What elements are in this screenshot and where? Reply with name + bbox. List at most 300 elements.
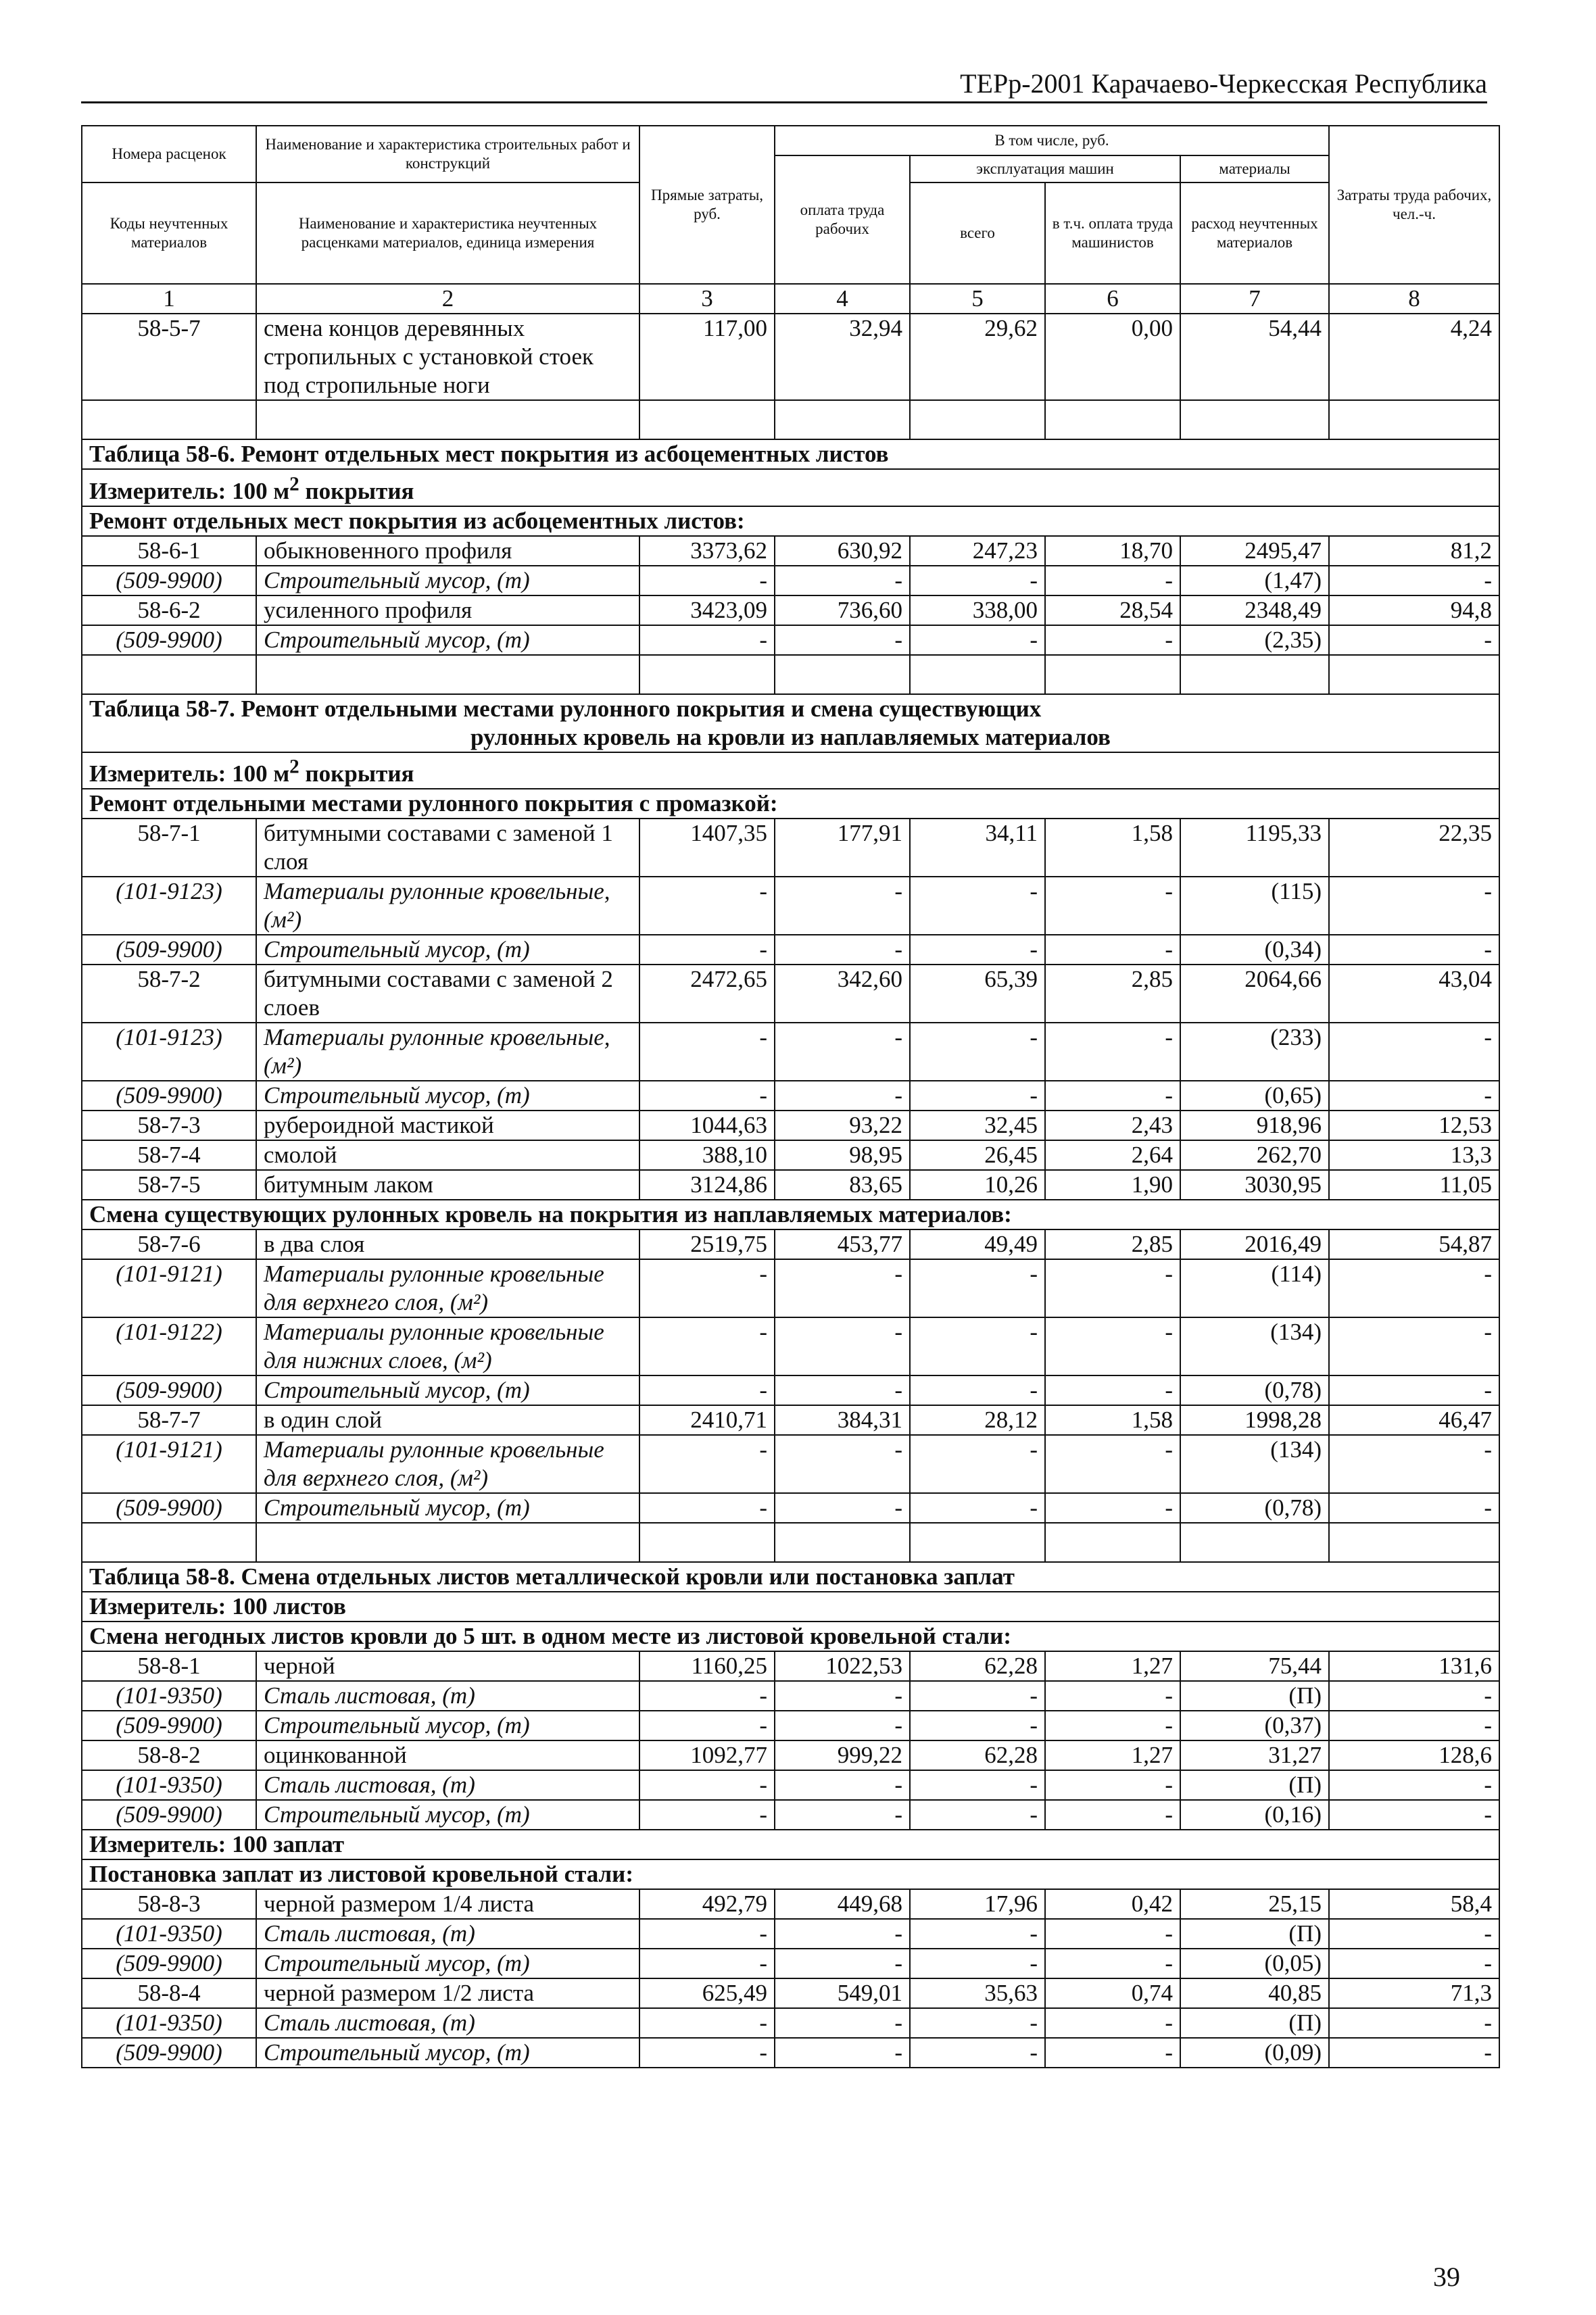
col1-head-bottom: Коды неучтенных материалов	[82, 182, 256, 284]
material-row	[82, 1800, 1499, 1830]
value-col5: -	[910, 877, 1045, 935]
spacer-cell	[1045, 400, 1180, 439]
value-col4: -	[775, 1259, 910, 1317]
material-row	[82, 1259, 1499, 1317]
spacer-cell	[1329, 1523, 1499, 1562]
meter-text: Измеритель: 100 м	[89, 760, 290, 787]
table-58-7-title-text: Таблица 58-7. Ремонт отдельными местами рулонного покрытия и смена существующих	[89, 695, 1042, 722]
value-col6: 2,85	[1045, 965, 1180, 1023]
material-row	[82, 1435, 1499, 1493]
value-col3: 2519,75	[639, 1229, 775, 1259]
value-col4: -	[775, 877, 910, 935]
value-col8: 13,3	[1329, 1140, 1499, 1170]
value-col6: -	[1045, 1800, 1180, 1830]
spacer-cell	[639, 400, 775, 439]
material-name: Строительный мусор, (т)	[256, 625, 639, 655]
spacer-cell	[1329, 400, 1499, 439]
value-col5: -	[910, 2038, 1045, 2068]
meter-row	[82, 1592, 1499, 1622]
col4-head: оплата труда рабочих	[775, 155, 910, 284]
rate-name: усиленного профиля	[256, 595, 639, 625]
value-col3: -	[639, 625, 775, 655]
material-code: (509-9900)	[82, 625, 256, 655]
value-col5: 65,39	[910, 965, 1045, 1023]
rate-row	[82, 536, 1499, 566]
rate-name: черной	[256, 1651, 639, 1681]
column-number: 1	[82, 284, 256, 314]
value-col5: -	[910, 1493, 1045, 1523]
rate-row	[82, 1170, 1499, 1200]
rate-row	[82, 1651, 1499, 1681]
value-col3: -	[639, 1493, 775, 1523]
value-col5: -	[910, 1435, 1045, 1493]
material-code: (101-9122)	[82, 1317, 256, 1375]
value-col8: -	[1329, 1435, 1499, 1493]
value-col4: 1022,53	[775, 1651, 910, 1681]
value-col4: 32,94	[775, 314, 910, 400]
value-col8: -	[1329, 1259, 1499, 1317]
col2-head-bottom: Наименование и характеристика неучтенных расценками материалов, единица измерения	[256, 182, 639, 284]
meter-row	[82, 752, 1499, 789]
value-col6: -	[1045, 566, 1180, 595]
value-col5: -	[910, 1949, 1045, 1978]
meter-row	[82, 1830, 1499, 1859]
page-number: 39	[1433, 2262, 1460, 2292]
material-code: (509-9900)	[82, 566, 256, 595]
value-col8: -	[1329, 1493, 1499, 1523]
value-col8: 71,3	[1329, 1978, 1499, 2008]
value-col8: 58,4	[1329, 1889, 1499, 1919]
rate-code: 58-8-1	[82, 1651, 256, 1681]
value-col6: 2,64	[1045, 1140, 1180, 1170]
rate-name: обыкновенного профиля	[256, 536, 639, 566]
value-col8: -	[1329, 2008, 1499, 2038]
value-col4: 736,60	[775, 595, 910, 625]
col7-head: расход неучтенных материалов	[1180, 182, 1329, 284]
material-code: (509-9900)	[82, 1081, 256, 1111]
column-number: 7	[1180, 284, 1329, 314]
value-col7: 1195,33	[1180, 819, 1329, 877]
material-code: (101-9121)	[82, 1259, 256, 1317]
value-col5: 10,26	[910, 1170, 1045, 1200]
rate-code: 58-6-2	[82, 595, 256, 625]
column-number: 6	[1045, 284, 1180, 314]
rate-code: 58-7-1	[82, 819, 256, 877]
value-col8: -	[1329, 625, 1499, 655]
material-name: Строительный мусор, (т)	[256, 1711, 639, 1740]
value-col3: -	[639, 1770, 775, 1800]
value-col6: 2,85	[1045, 1229, 1180, 1259]
value-col3: -	[639, 1435, 775, 1493]
value-col5: 17,96	[910, 1889, 1045, 1919]
rate-row	[82, 1229, 1499, 1259]
value-col5: -	[910, 1023, 1045, 1081]
material-row	[82, 566, 1499, 595]
value-col7: 3030,95	[1180, 1170, 1329, 1200]
value-col7: (114)	[1180, 1259, 1329, 1317]
rate-code: 58-8-3	[82, 1889, 256, 1919]
material-code: (101-9350)	[82, 1770, 256, 1800]
value-col8: -	[1329, 1681, 1499, 1711]
value-col4: -	[775, 935, 910, 965]
value-col3: -	[639, 1259, 775, 1317]
material-name: Строительный мусор, (т)	[256, 1375, 639, 1405]
value-col4: 630,92	[775, 536, 910, 566]
column-number: 8	[1329, 284, 1499, 314]
value-col7: (134)	[1180, 1435, 1329, 1493]
value-col7: (П)	[1180, 1919, 1329, 1949]
meter-text: Измеритель: 100 заплат	[89, 1831, 345, 1858]
value-col5: -	[910, 625, 1045, 655]
value-col6: 2,43	[1045, 1111, 1180, 1140]
group-heading: Смена негодных листов кровли до 5 шт. в одном месте из листовой кровельной стали:	[82, 1622, 1499, 1651]
meter-row	[82, 469, 1499, 506]
material-name: Материалы рулонные кровельные для нижних слоев, (м²)	[256, 1317, 639, 1375]
value-col4: -	[775, 1435, 910, 1493]
value-col5: -	[910, 935, 1045, 965]
value-col6: -	[1045, 1770, 1180, 1800]
value-col6: -	[1045, 1949, 1180, 1978]
material-code: (101-9121)	[82, 1435, 256, 1493]
table-58-6-title-text: Таблица 58-6. Ремонт отдельных мест покрытия из асбоцементных листов	[89, 441, 889, 467]
value-col8: -	[1329, 1711, 1499, 1740]
value-col4: -	[775, 1949, 910, 1978]
value-col7: 25,15	[1180, 1889, 1329, 1919]
material-name: Строительный мусор, (т)	[256, 1493, 639, 1523]
spacer-cell	[775, 655, 910, 694]
rate-row	[82, 1111, 1499, 1140]
value-col6: -	[1045, 1919, 1180, 1949]
spacer-cell	[256, 1523, 639, 1562]
material-code: (509-9900)	[82, 1949, 256, 1978]
meter-label	[82, 469, 1499, 506]
value-col8: 11,05	[1329, 1170, 1499, 1200]
rate-row	[82, 595, 1499, 625]
value-col3: -	[639, 1681, 775, 1711]
col5-head: всего	[910, 182, 1045, 284]
value-col7: 262,70	[1180, 1140, 1329, 1170]
rate-name: черной размером 1/4 листа	[256, 1889, 639, 1919]
name-line: под стропильные ноги	[264, 372, 490, 398]
col6-head: в т.ч. оплата труда машинистов	[1045, 182, 1180, 284]
rate-code: 58-7-7	[82, 1405, 256, 1435]
table-58-7-title-cell	[82, 694, 1499, 752]
material-code: (101-9350)	[82, 1681, 256, 1711]
group-row	[82, 1622, 1499, 1651]
value-col4: -	[775, 1081, 910, 1111]
rate-row	[82, 1978, 1499, 2008]
value-col5: 338,00	[910, 595, 1045, 625]
material-code: (509-9900)	[82, 1375, 256, 1405]
material-code: (101-9123)	[82, 877, 256, 935]
value-col7: 2348,49	[1180, 595, 1329, 625]
value-col3: -	[639, 566, 775, 595]
rate-code: 58-7-6	[82, 1229, 256, 1259]
value-col5: -	[910, 566, 1045, 595]
value-col4: -	[775, 1919, 910, 1949]
value-col6: -	[1045, 2008, 1180, 2038]
value-col7: (П)	[1180, 1681, 1329, 1711]
col3-head: Прямые затраты, руб.	[639, 126, 775, 284]
value-col6: 1,90	[1045, 1170, 1180, 1200]
material-code: (509-9900)	[82, 935, 256, 965]
material-code: (101-9123)	[82, 1023, 256, 1081]
material-row	[82, 2008, 1499, 2038]
material-row	[82, 1493, 1499, 1523]
value-col8: -	[1329, 1023, 1499, 1081]
value-col4: 98,95	[775, 1140, 910, 1170]
value-col4: -	[775, 1770, 910, 1800]
value-col6: 0,42	[1045, 1889, 1180, 1919]
table-58-8-title	[82, 1562, 1499, 1592]
value-col8: -	[1329, 1800, 1499, 1830]
col1-head-top: Номера расценок	[82, 126, 256, 182]
value-col3: 117,00	[639, 314, 775, 400]
spacer-cell	[775, 1523, 910, 1562]
rate-name: битумным лаком	[256, 1170, 639, 1200]
rate-code: 58-7-4	[82, 1140, 256, 1170]
group-heading: Постановка заплат из листовой кровельной стали:	[82, 1859, 1499, 1889]
value-col7: (0,78)	[1180, 1493, 1329, 1523]
group-heading: Ремонт отдельных мест покрытия из асбоцементных листов:	[82, 506, 1499, 536]
value-col5: -	[910, 1711, 1045, 1740]
value-col3: 2472,65	[639, 965, 775, 1023]
spacer-cell	[256, 400, 639, 439]
rate-name: битумными составами с заменой 1 слоя	[256, 819, 639, 877]
material-name: Материалы рулонные кровельные, (м²)	[256, 877, 639, 935]
value-col3: -	[639, 877, 775, 935]
value-col6: -	[1045, 1681, 1180, 1711]
value-col8: 94,8	[1329, 595, 1499, 625]
value-col7: 54,44	[1180, 314, 1329, 400]
value-col4: -	[775, 566, 910, 595]
machines-head: эксплуатация машин	[910, 155, 1180, 182]
value-col6: -	[1045, 625, 1180, 655]
material-row	[82, 935, 1499, 965]
value-col3: 3423,09	[639, 595, 775, 625]
material-code: (509-9900)	[82, 2038, 256, 2068]
value-col6: 18,70	[1045, 536, 1180, 566]
rate-name: в два слоя	[256, 1229, 639, 1259]
value-col5: -	[910, 1259, 1045, 1317]
spacer-row	[82, 1523, 1499, 1562]
value-col4: 177,91	[775, 819, 910, 877]
rates-table	[81, 125, 1500, 2068]
group-row	[82, 789, 1499, 819]
rate-code: 58-7-5	[82, 1170, 256, 1200]
value-col3: 625,49	[639, 1978, 775, 2008]
value-col3: 1160,25	[639, 1651, 775, 1681]
value-col4: -	[775, 1493, 910, 1523]
value-col6: -	[1045, 1375, 1180, 1405]
material-code: (101-9350)	[82, 1919, 256, 1949]
value-col8: 54,87	[1329, 1229, 1499, 1259]
rate-code: 58-7-3	[82, 1111, 256, 1140]
value-col6: 1,27	[1045, 1651, 1180, 1681]
value-col7: (1,47)	[1180, 566, 1329, 595]
rate-row	[82, 314, 1499, 400]
rate-row	[82, 1140, 1499, 1170]
group-row	[82, 1859, 1499, 1889]
value-col5: 28,12	[910, 1405, 1045, 1435]
material-row	[82, 877, 1499, 935]
col2-head-top: Наименование и характеристика строительных работ и конструкций	[256, 126, 639, 182]
value-col5: 32,45	[910, 1111, 1045, 1140]
material-name: Материалы рулонные кровельные, (м²)	[256, 1023, 639, 1081]
value-col3: -	[639, 935, 775, 965]
value-col3: -	[639, 1375, 775, 1405]
material-row	[82, 1949, 1499, 1978]
value-col8: 81,2	[1329, 536, 1499, 566]
table-58-8-title-cell	[82, 1562, 1499, 1592]
spacer-cell	[256, 655, 639, 694]
value-col8: 4,24	[1329, 314, 1499, 400]
value-col5: -	[910, 1081, 1045, 1111]
value-col3: 492,79	[639, 1889, 775, 1919]
value-col5: -	[910, 1317, 1045, 1375]
running-header	[81, 68, 1487, 103]
value-col3: -	[639, 1711, 775, 1740]
rate-name: смолой	[256, 1140, 639, 1170]
materials-head: материалы	[1180, 155, 1329, 182]
value-col3: -	[639, 1317, 775, 1375]
value-col6: -	[1045, 1081, 1180, 1111]
value-col7: (0,16)	[1180, 1800, 1329, 1830]
value-col4: 549,01	[775, 1978, 910, 2008]
spacer-cell	[1045, 1523, 1180, 1562]
meter-label	[82, 752, 1499, 789]
value-col4: 999,22	[775, 1740, 910, 1770]
group-heading: Смена существующих рулонных кровель на покрытия из наплавляемых материалов:	[82, 1200, 1499, 1229]
meter-tail: покрытия	[299, 477, 414, 504]
material-row	[82, 1711, 1499, 1740]
value-col7: 1998,28	[1180, 1405, 1329, 1435]
meter-text: Измеритель: 100 листов	[89, 1593, 346, 1620]
value-col3: 3373,62	[639, 536, 775, 566]
spacer-cell	[82, 655, 256, 694]
spacer-cell	[1180, 400, 1329, 439]
meter-tail: покрытия	[299, 760, 414, 787]
value-col7: 75,44	[1180, 1651, 1329, 1681]
column-number: 2	[256, 284, 639, 314]
value-col7: (2,35)	[1180, 625, 1329, 655]
value-col7: (0,05)	[1180, 1949, 1329, 1978]
value-col3: 3124,86	[639, 1170, 775, 1200]
material-name: Материалы рулонные кровельные для верхнего слоя, (м²)	[256, 1259, 639, 1317]
spacer-cell	[910, 1523, 1045, 1562]
spacer-cell	[639, 1523, 775, 1562]
value-col5: -	[910, 2008, 1045, 2038]
table-58-8-title-text: Таблица 58-8. Смена отдельных листов металлической кровли или постановка заплат	[89, 1563, 1015, 1590]
spacer-cell	[1180, 655, 1329, 694]
value-col6: 1,27	[1045, 1740, 1180, 1770]
col8-head: Затраты труда рабочих, чел.-ч.	[1329, 126, 1499, 284]
value-col5: 62,28	[910, 1740, 1045, 1770]
value-col4: 342,60	[775, 965, 910, 1023]
spacer-cell	[82, 1523, 256, 1562]
value-col4: 83,65	[775, 1170, 910, 1200]
value-col4: -	[775, 2038, 910, 2068]
name-line: смена концов деревянных	[264, 315, 525, 341]
value-col4: 449,68	[775, 1889, 910, 1919]
value-col7: (134)	[1180, 1317, 1329, 1375]
material-row	[82, 1919, 1499, 1949]
value-col7: (0,34)	[1180, 935, 1329, 965]
material-name: Строительный мусор, (т)	[256, 1800, 639, 1830]
value-col7: 2064,66	[1180, 965, 1329, 1023]
material-name: Материалы рулонные кровельные для верхнего слоя, (м²)	[256, 1435, 639, 1493]
value-col3: -	[639, 2008, 775, 2038]
value-col8: 43,04	[1329, 965, 1499, 1023]
group-row	[82, 506, 1499, 536]
spacer-row	[82, 400, 1499, 439]
rate-row	[82, 1889, 1499, 1919]
column-numbers	[82, 284, 1499, 314]
value-col5: 62,28	[910, 1651, 1045, 1681]
value-col8: -	[1329, 1317, 1499, 1375]
table-58-6-title-cell	[82, 439, 1499, 469]
value-col5: -	[910, 1919, 1045, 1949]
spacer-cell	[775, 400, 910, 439]
value-col7: 918,96	[1180, 1111, 1329, 1140]
value-col8: 128,6	[1329, 1740, 1499, 1770]
table-body	[82, 284, 1499, 2068]
value-col6: -	[1045, 1435, 1180, 1493]
material-row	[82, 625, 1499, 655]
material-row	[82, 1081, 1499, 1111]
value-col8: -	[1329, 1375, 1499, 1405]
material-name: Строительный мусор, (т)	[256, 935, 639, 965]
rate-row	[82, 1740, 1499, 1770]
value-col3: -	[639, 1081, 775, 1111]
value-col4: -	[775, 1711, 910, 1740]
value-col8: -	[1329, 566, 1499, 595]
value-col5: 29,62	[910, 314, 1045, 400]
value-col6: -	[1045, 1023, 1180, 1081]
material-name: Строительный мусор, (т)	[256, 2038, 639, 2068]
value-col4: 93,22	[775, 1111, 910, 1140]
value-col6: 0,74	[1045, 1978, 1180, 2008]
value-col7: (115)	[1180, 877, 1329, 935]
spacer-cell	[1329, 655, 1499, 694]
value-col8: -	[1329, 1770, 1499, 1800]
value-col3: 1092,77	[639, 1740, 775, 1770]
rate-name: оцинкованной	[256, 1740, 639, 1770]
value-col5: 49,49	[910, 1229, 1045, 1259]
rate-name: черной размером 1/2 листа	[256, 1978, 639, 2008]
value-col3: 1407,35	[639, 819, 775, 877]
rate-code: 58-8-4	[82, 1978, 256, 2008]
value-col7: (0,78)	[1180, 1375, 1329, 1405]
value-col4: -	[775, 1375, 910, 1405]
rate-code: 58-7-2	[82, 965, 256, 1023]
material-code: (101-9350)	[82, 2008, 256, 2038]
value-col8: 131,6	[1329, 1651, 1499, 1681]
table-58-7-title-text: рулонных кровель на кровли из наплавляемых материалов	[470, 723, 1111, 750]
value-col5: 35,63	[910, 1978, 1045, 2008]
value-col6: 1,58	[1045, 819, 1180, 877]
material-code: (509-9900)	[82, 1711, 256, 1740]
header-title: ТЕРр-2001 Карачаево-Черкесская Республика	[960, 68, 1487, 99]
material-row	[82, 1681, 1499, 1711]
value-col3: -	[639, 1023, 775, 1081]
material-name: Сталь листовая, (т)	[256, 1770, 639, 1800]
value-col5: -	[910, 1800, 1045, 1830]
value-col7: 31,27	[1180, 1740, 1329, 1770]
value-col8: -	[1329, 1081, 1499, 1111]
rate-code: 58-6-1	[82, 536, 256, 566]
value-col6: 1,58	[1045, 1405, 1180, 1435]
